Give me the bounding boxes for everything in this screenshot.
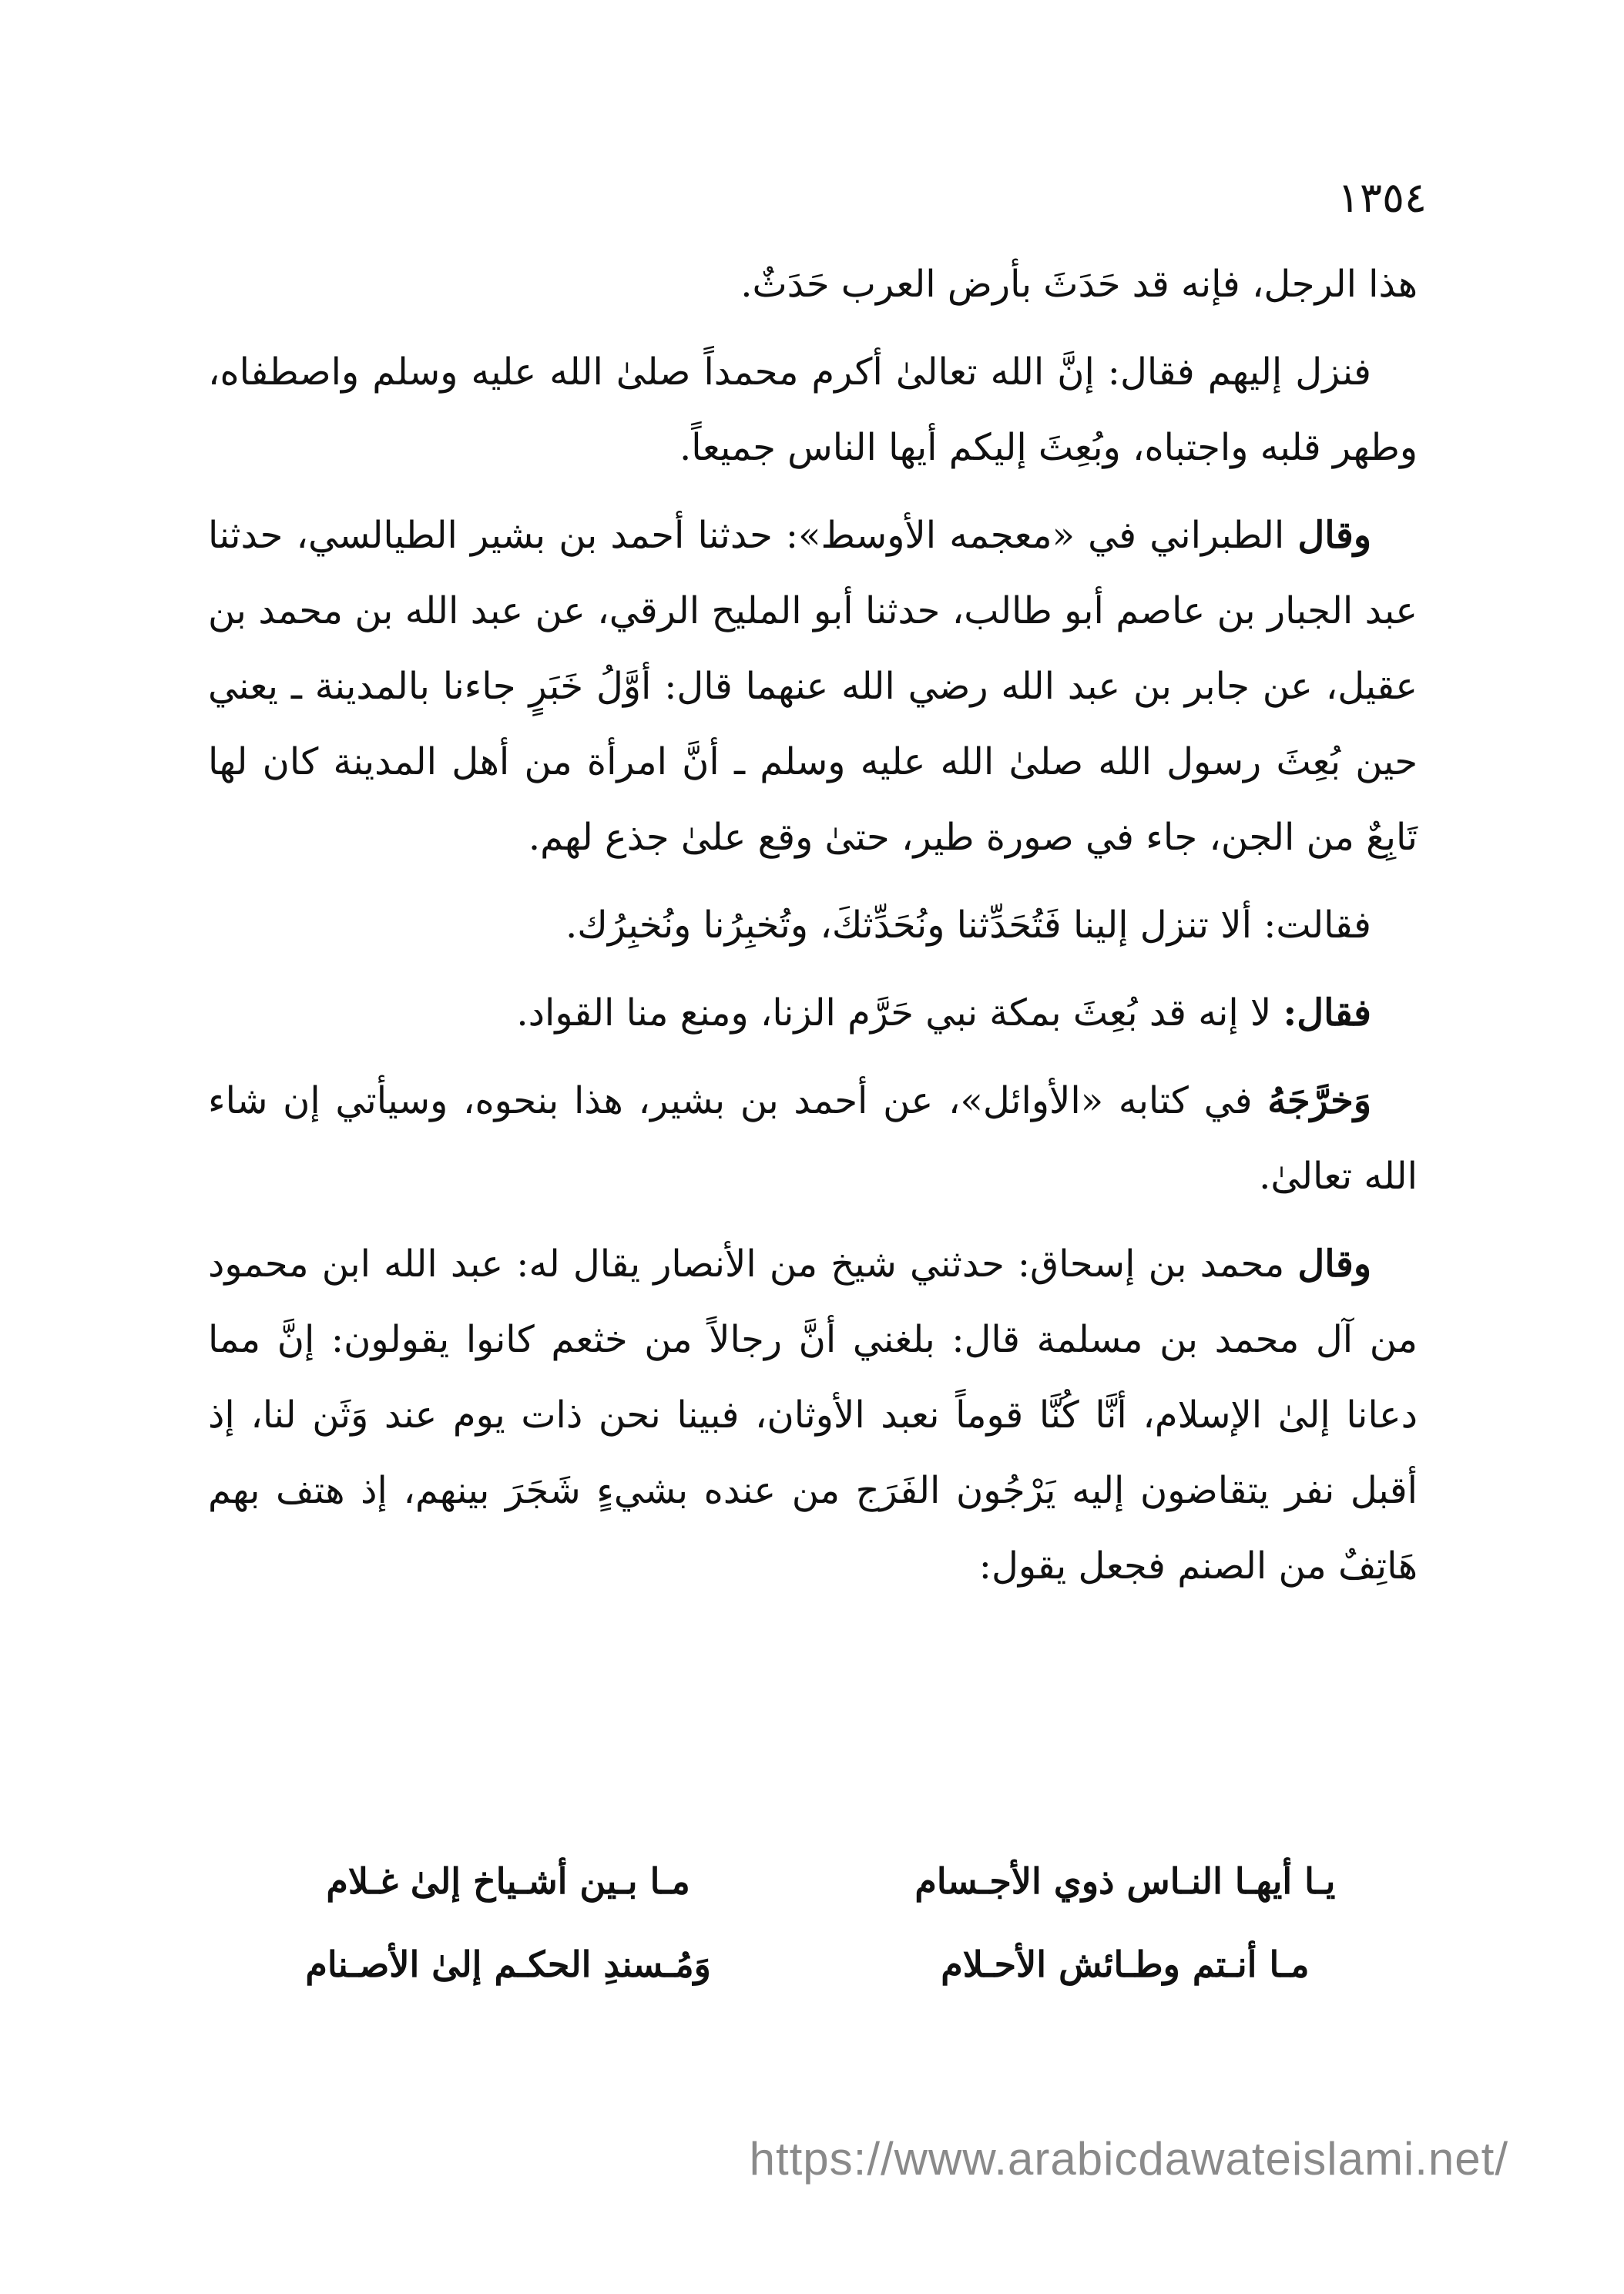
verse-second-hemistich: وَمُـسندِ الحكـم إلىٰ الأصـنام — [305, 1944, 711, 1985]
paragraph — [208, 975, 1418, 1051]
verse-second-hemistich: مـا بـين أشـياخ إلىٰ غـلام — [326, 1860, 690, 1902]
paragraph-text: فنزل إليهم فقال: إنَّ الله تعالىٰ أكرم محمداً صلىٰ الله عليه وسلم واصطفاه، وطهر قلبه واجتباه، وبُعِثَ إليكم أيها الناس جميعاً. — [208, 350, 1418, 469]
paragraph — [208, 247, 1418, 322]
paragraph — [208, 498, 1418, 875]
paragraph — [208, 334, 1418, 485]
paragraph-text: محمد بن إسحاق: حدثني شيخ من الأنصار يقال له: عبد الله ابن محمود من آل محمد بن مسلمة قال: بلغني أنَّ رجالاً من خثعم كانوا يقولون: إنَّ مما دعانا إلىٰ الإسلام، أنَّا كُنَّا قوماً نعبد الأوثان، فبينا نحن ذات يوم عند وَثَن لنا، إذ أقبل نفر يتقاضون إليه يَرْجُون الفَرَج من عنده بشيءٍ شَجَرَ بينهم، إذ هتف بهم هَاتِفٌ من الصنم فجعل يقول: — [208, 1243, 1418, 1588]
paragraph-text: في كتابه «الأوائل»، عن أحمد بن بشير، هذا بنحوه، وسيأتي إن شاء الله تعالىٰ. — [208, 1079, 1418, 1198]
website-watermark: https://www.arabicdawateislami.net/ — [749, 2133, 1508, 2185]
paragraph-lead: وقال — [1297, 1243, 1371, 1286]
verse-line — [223, 1923, 1410, 2006]
paragraph-lead: وَخرَّجَهُ — [1267, 1079, 1371, 1122]
paragraph-lead: وقال — [1297, 514, 1371, 557]
verse-first-hemistich: يـا أيهـا النـاس ذوي الأجـسام — [914, 1860, 1336, 1902]
paragraph-text: فقالت: ألا تنزل إلينا فَتُحَدِّثنا ونُحَدِّثكَ، وتُخبِرُنا ونُخبِرُك. — [565, 904, 1371, 947]
page-number: ١٣٥٤ — [1337, 173, 1427, 222]
body-text — [208, 247, 1418, 1616]
verse-line — [223, 1840, 1410, 1923]
paragraph-text: هذا الرجل، فإنه قد حَدَثَ بأرض العرب حَدَثٌ. — [740, 263, 1418, 306]
paragraph-text: الطبراني في «معجمه الأوسط»: حدثنا أحمد بن بشير الطيالسي، حدثنا عبد الجبار بن عاصم أبو طالب، حدثنا أبو المليح الرقي، عن عبد الله بن محمد بن عقيل، عن جابر بن عبد الله رضي الله عنهما قال: أوَّلُ خَبَرٍ جاءنا بالمدينة ـ يعني حين بُعِثَ رسول الله صلىٰ الله عليه وسلم ـ أنَّ امرأة من أهل المدينة كان لها تَابِعٌ من الجن، جاء في صورة طير، حتىٰ وقع علىٰ جذع لهم. — [208, 514, 1418, 859]
paragraph-lead: فقال: — [1283, 991, 1371, 1035]
paragraph-text: لا إنه قد بُعِثَ بمكة نبي حَرَّم الزنا، ومنع منا القواد. — [516, 991, 1283, 1035]
poem-verses — [223, 1840, 1410, 2006]
verse-first-hemistich: مـا أنـتم وطـائش الأحـلام — [941, 1944, 1310, 1985]
paragraph — [208, 1063, 1418, 1214]
paragraph — [208, 1226, 1418, 1604]
paragraph — [208, 887, 1418, 963]
